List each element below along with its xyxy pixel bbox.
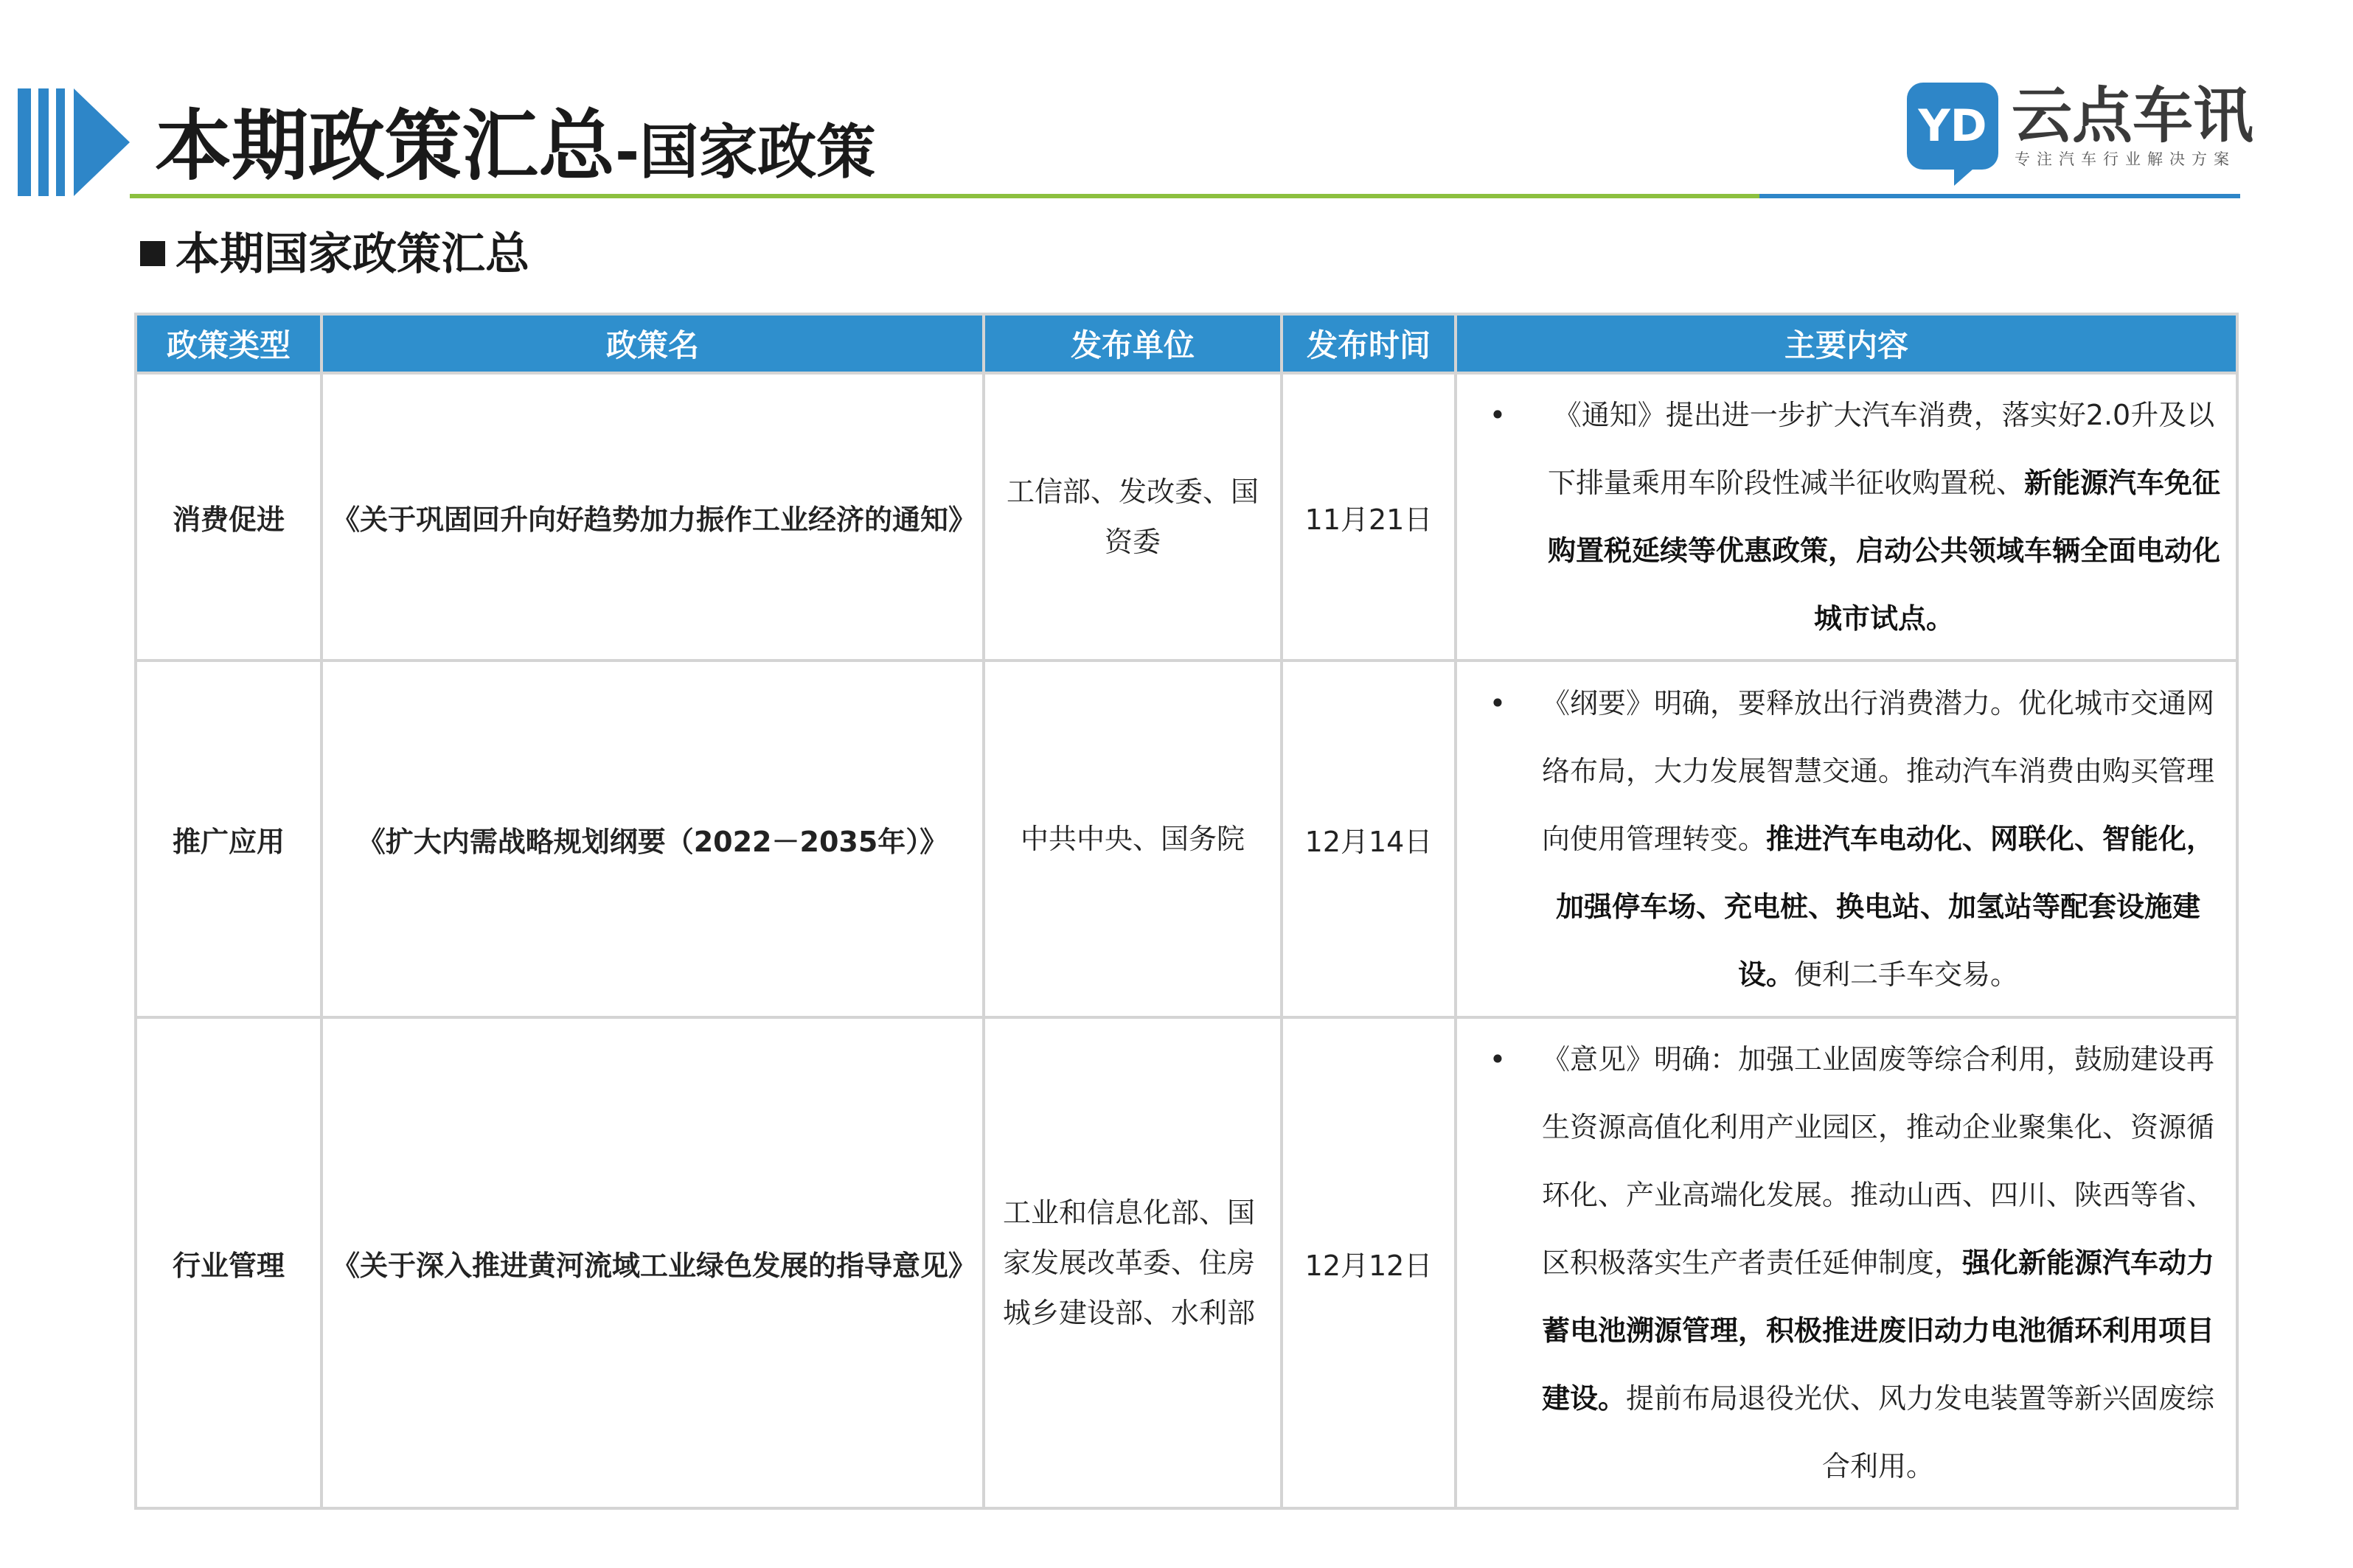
header-rule-blue xyxy=(1759,194,2240,198)
policy-type: 消费促进 xyxy=(136,373,322,661)
policy-content xyxy=(1456,661,2237,1017)
policy-date: 12月14日 xyxy=(1282,661,1456,1017)
policy-date: 12月12日 xyxy=(1282,1017,1456,1508)
table-row xyxy=(136,661,2237,1017)
logo-badge-icon: YD xyxy=(1907,83,1998,170)
column-header-name: 政策名 xyxy=(322,314,984,373)
policy-org: 中共中央、国务院 xyxy=(984,661,1282,1017)
policy-name: 《扩大内需战略规划纲要（2022－2035年）》 xyxy=(322,661,984,1017)
content-run-bold: 强化新能源汽车动力蓄电池溯源管理，积极推进废旧动力电池循环利用项目建设。 xyxy=(1541,1247,2215,1415)
column-header-date: 发布时间 xyxy=(1282,314,1456,373)
policy-date: 11月21日 xyxy=(1282,373,1456,661)
section-title xyxy=(140,221,529,288)
policy-content xyxy=(1456,1017,2237,1508)
column-header-content: 主要内容 xyxy=(1456,314,2237,373)
policy-name: 《关于巩固回升向好趋势加力振作工业经济的通知》 xyxy=(322,373,984,661)
logo-tail-icon xyxy=(1954,164,1979,186)
policy-content xyxy=(1456,373,2237,661)
square-bullet-icon xyxy=(140,241,165,266)
content-run: 《意见》明确：加强工业固废等综合利用，鼓励建设再生资源高值化利用产业园区，推动企业聚集化、资源循环化、产业高端化发展。推动山西、四川、陕西等省、区积极落实生产者责任延伸制度， xyxy=(1541,1043,2214,1279)
column-header-type: 政策类型 xyxy=(136,314,322,373)
bullet-dot-icon: • xyxy=(1489,1043,1506,1076)
policy-content-text xyxy=(1529,381,2227,652)
page-title xyxy=(155,94,875,204)
content-run-bold: 新能源汽车免征购置税延续等优惠政策，启动公共领域车辆全面电动化城市试点。 xyxy=(1547,467,2221,635)
logo-slogan: 专注汽车行业解决方案 xyxy=(2015,150,2236,168)
header-deco-bar xyxy=(56,88,65,196)
table-header-row xyxy=(136,314,2237,373)
bullet-dot-icon: • xyxy=(1489,687,1506,719)
policy-org: 工业和信息化部、国家发展改革委、住房城乡建设部、水利部 xyxy=(984,1017,1282,1508)
header-deco-bar xyxy=(18,88,31,196)
column-header-org: 发布单位 xyxy=(984,314,1282,373)
content-run-bold: 推进汽车电动化、网联化、智能化，加强停车场、充电桩、换电站、加氢站等配套设施建设。 xyxy=(1555,823,2215,991)
policy-content-text xyxy=(1529,1025,2227,1500)
header-deco-bar xyxy=(38,88,49,196)
logo-name: 云点车讯 xyxy=(2012,81,2254,151)
table-row xyxy=(136,1017,2237,1508)
content-run: 提前布局退役光伏、风力发电装置等新兴固废综合利用。 xyxy=(1626,1382,2215,1482)
policy-type: 推广应用 xyxy=(136,661,322,1017)
content-run: 《通知》提出进一步扩大汽车消费，落实好2.0升及以下排量乘用车阶段性减半征收购置税、 xyxy=(1547,399,2215,499)
content-run: 《纲要》明确，要释放出行消费潜力。优化城市交通网络布局，大力发展智慧交通。推动汽车消费由购买管理向使用管理转变。 xyxy=(1541,687,2214,855)
page-title-sub: -国家政策 xyxy=(615,118,876,187)
table-row xyxy=(136,373,2237,661)
policy-type: 行业管理 xyxy=(136,1017,322,1508)
header-deco-arrow-icon xyxy=(74,88,130,196)
header-rule-green xyxy=(130,194,1759,198)
content-run: 便利二手车交易。 xyxy=(1794,958,2019,991)
policy-name: 《关于深入推进黄河流域工业绿色发展的指导意见》 xyxy=(322,1017,984,1508)
policy-table xyxy=(134,313,2239,1510)
policy-org: 工信部、发改委、国资委 xyxy=(984,373,1282,661)
page-title-main: 本期政策汇总 xyxy=(155,101,616,191)
bullet-dot-icon: • xyxy=(1489,399,1506,431)
policy-content-text xyxy=(1529,669,2227,1008)
section-title-text: 本期国家政策汇总 xyxy=(175,229,529,280)
